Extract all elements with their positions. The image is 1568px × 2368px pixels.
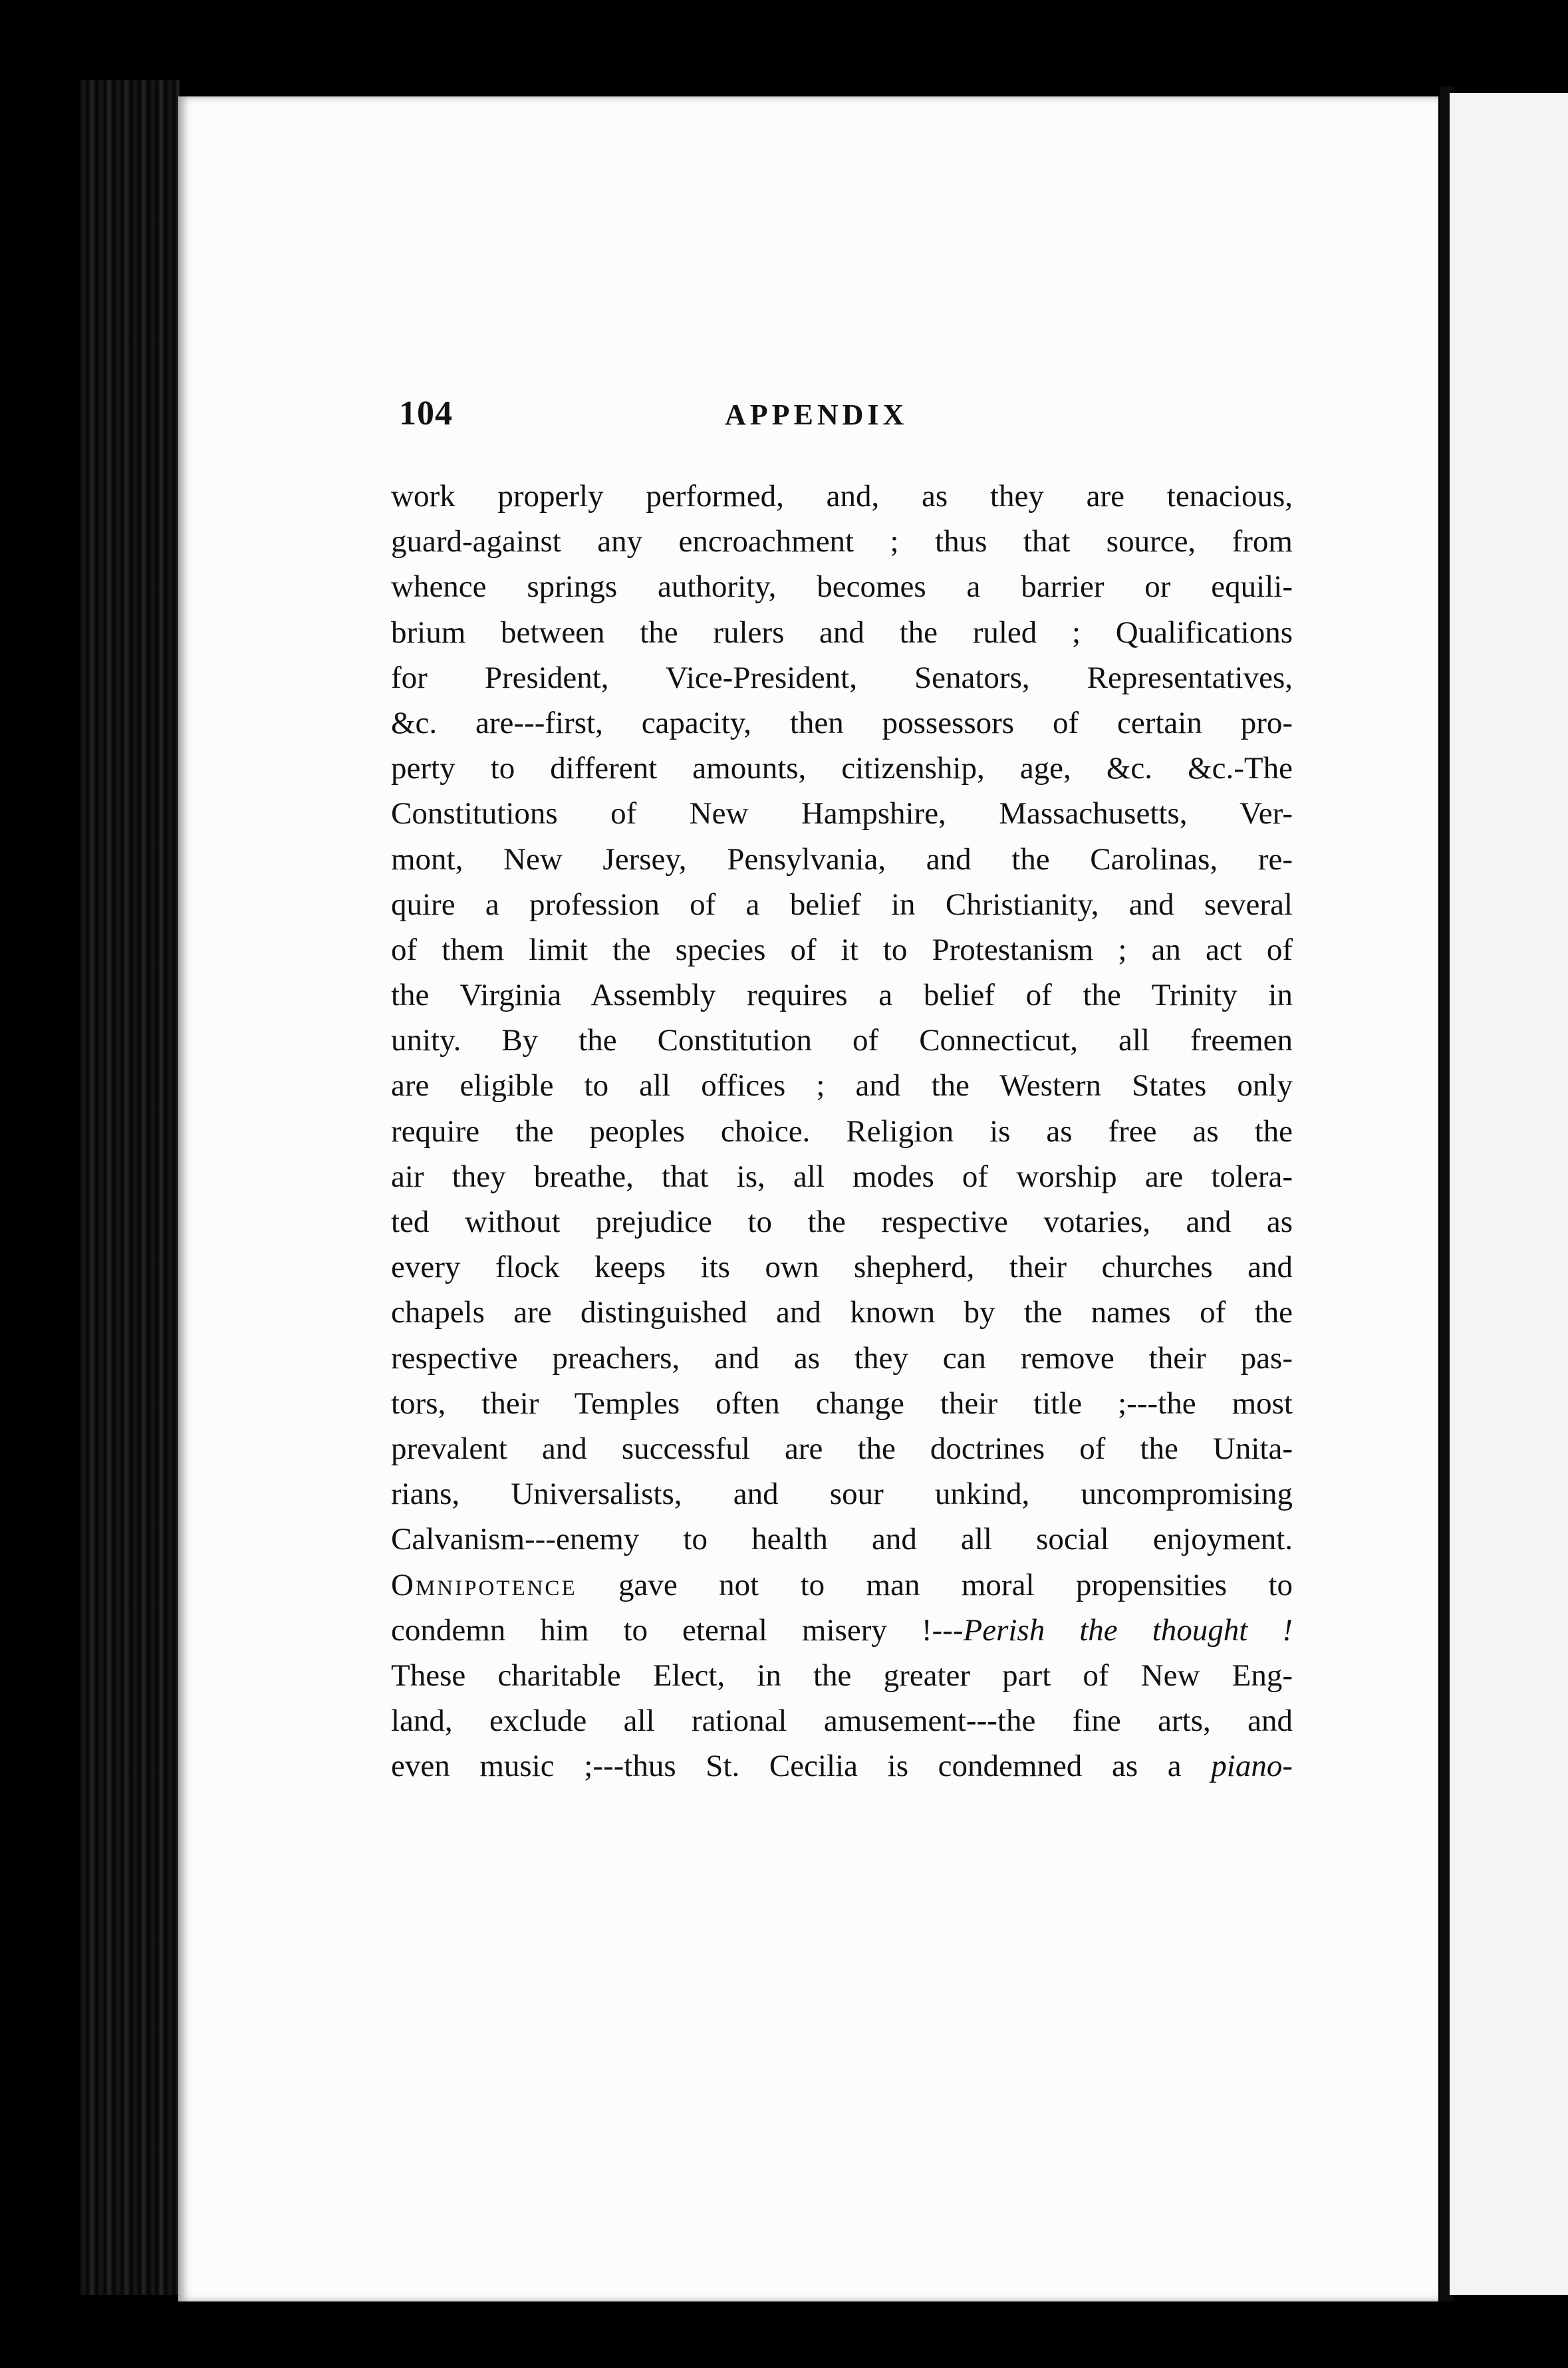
- text-line: work properly performed, and, as they are tenacious,: [391, 479, 1293, 514]
- text-line: ted without prejudice to the respective votaries, and as: [391, 1205, 1293, 1239]
- text-line: chapels are distinguished and known by the names of the: [391, 1295, 1293, 1330]
- text-line: Constitutions of New Hampshire, Massachusetts, Ver-: [391, 796, 1293, 831]
- text-line: &c. are---first, capacity, then possessors of certain pro-: [391, 705, 1293, 740]
- text-line: respective preachers, and as they can remove their pas-: [391, 1340, 1293, 1376]
- smallcaps-word: Omnipotence: [391, 1567, 577, 1602]
- text-line: whence springs authority, becomes a barrier or equili-: [391, 569, 1293, 605]
- text-line: require the peoples choice. Religion is as free as the: [391, 1113, 1293, 1149]
- text-line: mont, New Jersey, Pensylvania, and the Carolinas, re-: [391, 841, 1293, 877]
- line-plain: condemn him to eternal misery !---: [391, 1612, 964, 1648]
- text-line: brium between the rulers and the ruled ; Qualifications: [391, 615, 1293, 650]
- text-line: for President, Vice-President, Senators, Representatives,: [391, 660, 1293, 695]
- text-line-omnipotence: [391, 1562, 1293, 1608]
- text-line-final: [391, 1743, 1293, 1789]
- text-line: These charitable Elect, in the greater part of New Eng-: [391, 1658, 1293, 1693]
- italic-word: piano-: [1211, 1749, 1293, 1784]
- text-line: air they breathe, that is, all modes of worship are tolera-: [391, 1159, 1293, 1194]
- running-head: APPENDIX: [725, 398, 908, 431]
- page-number: 104: [399, 394, 453, 432]
- text-line: are eligible to all offices ; and the Western States only: [391, 1068, 1293, 1104]
- text-line: Calvanism---enemy to health and all social enjoyment.: [391, 1522, 1293, 1557]
- italic-phrase: Perish the thought !: [963, 1612, 1293, 1648]
- line-plain: even music ;---thus St. Cecilia is condemned as a: [391, 1749, 1212, 1784]
- text-line: land, exclude all rational amusement---the fine arts, and: [391, 1703, 1293, 1739]
- page-header: [399, 394, 1290, 447]
- text-line: perty to different amounts, citizenship, age, &c. &c.-The: [391, 751, 1293, 786]
- text-line: rians, Universalists, and sour unkind, uncompromising: [391, 1477, 1293, 1512]
- text-line: guard-against any encroachment ; thus that source, from: [391, 524, 1293, 559]
- body-text: [391, 474, 1293, 1789]
- line-rest: gave not to man moral propensities to: [577, 1567, 1293, 1602]
- text-line: of them limit the species of it to Protestanism ; an act of: [391, 932, 1293, 967]
- text-line: prevalent and successful are the doctrines of the Unita-: [391, 1431, 1293, 1466]
- text-line-perish: [391, 1608, 1293, 1653]
- text-line: unity. By the Constitution of Connecticut, all freemen: [391, 1023, 1293, 1058]
- book-spine-edge: [80, 80, 180, 2295]
- text-line: quire a profession of a belief in Christianity, and several: [391, 887, 1293, 922]
- text-line: the Virginia Assembly requires a belief of the Trinity in: [391, 978, 1293, 1013]
- facing-page-edge: [1450, 93, 1568, 2295]
- text-line: every flock keeps its own shepherd, their churches and: [391, 1250, 1293, 1285]
- text-line: tors, their Temples often change their title ;---the most: [391, 1386, 1293, 1421]
